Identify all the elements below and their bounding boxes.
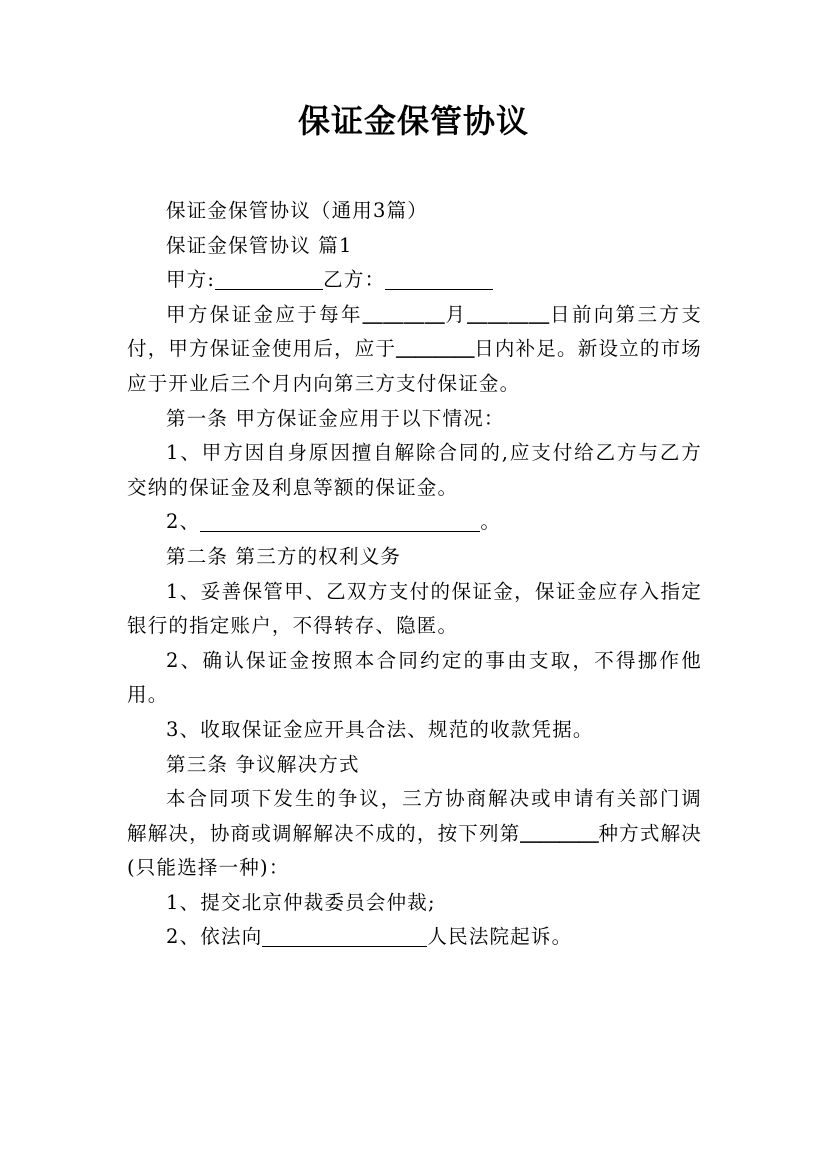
item-2-blank[interactable]	[200, 511, 480, 532]
document-title: 保证金保管协议	[297, 102, 529, 140]
paragraph-subheading: 保证金保管协议 篇1	[166, 233, 353, 257]
text-segment: 种方式解决(只能选择一种)：	[127, 821, 702, 880]
text-segment: 2、依法向	[166, 925, 263, 949]
article-1-heading: 第一条 甲方保证金应用于以下情况：	[166, 406, 505, 430]
party-b-blank[interactable]	[385, 269, 493, 290]
text-segment: 月	[445, 302, 468, 326]
method-number-blank[interactable]: ＿＿＿＿	[520, 821, 599, 845]
party-b-label: 乙方：	[323, 268, 386, 292]
text-segment: 日前向第三方支付，甲方保证金使用后，应于	[127, 302, 702, 361]
text-segment: 。	[480, 510, 502, 534]
text-segment: 本合同项下发生的争议，三方协商解决或申请有关部门调解解决，协商或调解解决不成的，按下列第	[127, 787, 702, 845]
party-a-label: 甲方:	[166, 268, 216, 292]
court-blank[interactable]	[262, 926, 427, 947]
article-3-option-1: 1、提交北京仲裁委员会仲裁;	[166, 890, 436, 914]
text-segment: 人民法院起诉。	[427, 925, 573, 949]
text-segment: 2、	[166, 510, 201, 534]
text-segment: 日内补足。新设立的市场应于开业后三个月内向第三方支付保证金。	[127, 337, 702, 395]
party-a-blank[interactable]	[215, 269, 323, 290]
month-blank[interactable]: ＿＿＿＿	[362, 302, 446, 326]
article-2-item-1: 1、妥善保管甲、乙双方支付的保证金，保证金应存入指定银行的指定账户，不得转存、隐匿。	[127, 579, 702, 638]
article-1-item-2	[127, 505, 702, 540]
paragraph-parties	[127, 263, 702, 298]
paragraph-heading: 保证金保管协议（通用3篇）	[166, 199, 429, 222]
text-segment: 甲方保证金应于每年	[166, 302, 363, 326]
article-3-body	[127, 782, 702, 886]
days-within-blank[interactable]: ＿＿＿＿	[396, 337, 475, 361]
article-3-heading: 第三条 争议解决方式	[166, 752, 360, 776]
document-body	[127, 194, 702, 955]
article-3-option-2	[127, 920, 702, 955]
article-2-heading: 第二条 第三方的权利义务	[166, 544, 402, 568]
article-2-item-2: 2、确认保证金按照本合同约定的事由支取，不得挪作他用。	[127, 648, 702, 707]
paragraph-deposit-payment	[127, 298, 702, 402]
article-2-item-3: 3、收取保证金应开具合法、规范的收款凭据。	[166, 717, 594, 741]
article-1-item-1: 1、甲方因自身原因擅自解除合同的,应支付给乙方与乙方交纳的保证金及利息等额的保证金。	[127, 441, 702, 499]
day-blank[interactable]: ＿＿＿＿	[467, 302, 551, 326]
